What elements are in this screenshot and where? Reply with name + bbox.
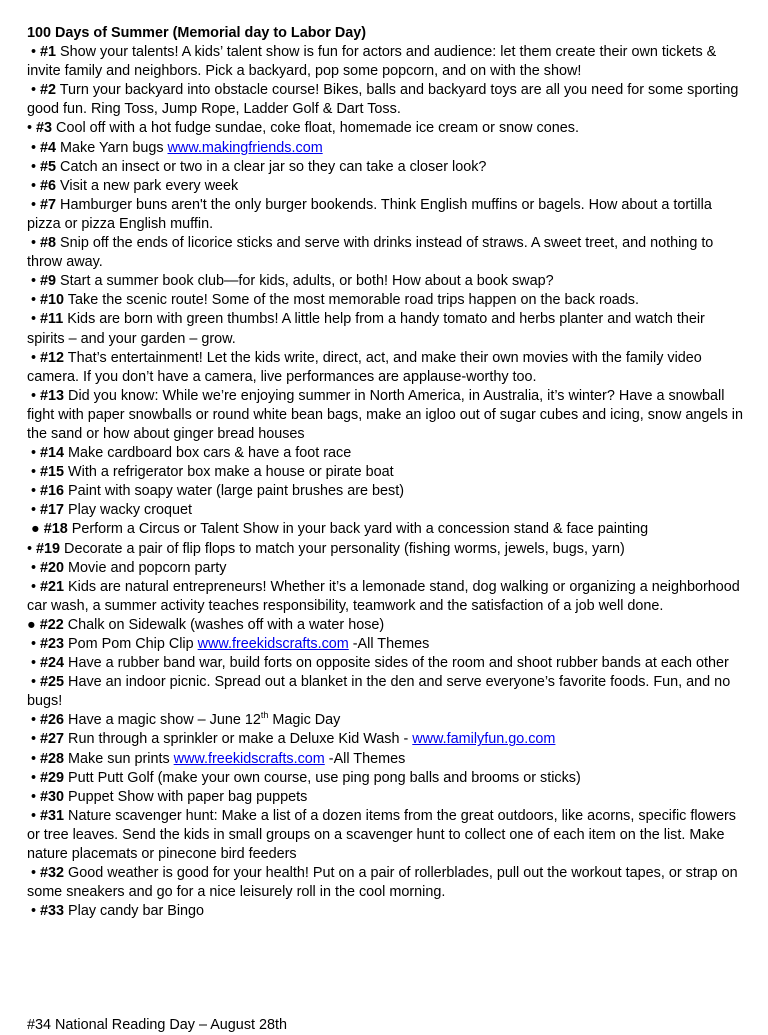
list-item: [27, 158, 743, 177]
item-number: #16: [40, 483, 65, 500]
bullet: •: [27, 578, 41, 595]
item-number: #12: [40, 349, 65, 366]
bullet: ●: [27, 616, 40, 633]
list-item: [27, 769, 743, 788]
bullet: •: [27, 120, 37, 137]
bullet: •: [27, 674, 41, 691]
list-item: [27, 272, 743, 291]
item-text: With a refrigerator box make a house or pirate boat: [64, 464, 394, 481]
list-item: [27, 310, 743, 348]
page-title: 100 Days of Summer (Memorial day to Labor Day): [27, 25, 367, 41]
item-number: #9: [40, 273, 57, 290]
bullet: •: [27, 865, 41, 882]
list-item: [27, 463, 743, 482]
list-item: [27, 730, 743, 749]
item-number: #33: [40, 903, 65, 920]
item-number: #4: [40, 139, 57, 156]
item-text: Movie and popcorn party: [64, 559, 227, 576]
item-text: Magic Day: [268, 712, 341, 729]
bullet: •: [27, 559, 41, 576]
item-number: #14: [40, 445, 65, 462]
item-number: #15: [40, 464, 65, 481]
item-text: Start a summer book club—for kids, adults, or both! How about a book swap?: [56, 273, 554, 290]
item-text: Have a magic show – June 12: [64, 712, 261, 729]
bullet: •: [27, 235, 41, 252]
bullet: •: [27, 82, 41, 99]
list-item: [27, 559, 743, 578]
bullet: •: [27, 311, 41, 328]
document-body: [27, 24, 743, 921]
item-text: Good weather is good for your health! Put on a pair of rollerblades, pull out the workout tapes, or strap on some sneakers and go for a nice leisurely roll in the cool morning.: [27, 865, 738, 901]
list-item: [27, 139, 743, 158]
list-item: [27, 196, 743, 234]
item-text: -All Themes: [324, 750, 406, 767]
item-text: Perform a Circus or Talent Show in your back yard with a concession stand & face painting: [67, 521, 649, 538]
item-text: Snip off the ends of licorice sticks and serve with drinks instead of straws. A sweet treet, and nothing to throw away.: [27, 235, 714, 271]
list-item: [27, 902, 743, 921]
item-text: Take the scenic route! Some of the most memorable road trips happen on the back roads.: [64, 292, 639, 309]
website-link[interactable]: www.freekidscrafts.com: [197, 636, 349, 652]
item-text: Turn your backyard into obstacle course! Bikes, balls and backyard toys are all you need for some sporting good fun. Ring Toss, Jump Rope, Ladder Golf & Dart Toss.: [27, 82, 739, 118]
bullet: •: [27, 502, 41, 519]
item-number: #2: [40, 82, 57, 99]
item-text: Chalk on Sidewalk (washes off with a water hose): [63, 616, 385, 633]
item-number: #18: [43, 521, 68, 538]
bullet: •: [27, 750, 41, 767]
item-text: Visit a new park every week: [56, 177, 239, 194]
website-link[interactable]: www.makingfriends.com: [167, 139, 323, 156]
item-number: #10: [40, 292, 65, 309]
item-number: #19: [36, 540, 61, 557]
bullet: •: [27, 464, 41, 481]
cutoff-line: #34 National Reading Day – August 28th: [27, 1017, 288, 1033]
list-item: [27, 750, 743, 769]
item-text: Have an indoor picnic. Spread out a blanket in the den and serve everyone’s favorite foods. Fun, and no bugs!: [27, 674, 731, 710]
item-text: Putt Putt Golf (make your own course, use ping pong balls and brooms or sticks): [64, 769, 581, 786]
bullet: •: [27, 349, 41, 366]
item-text: Did you know: While we’re enjoying summer in North America, in Australia, it’s winter? Have a snowball fight with paper snowballs or round white bean bags, make an igloo out of sugar cubes and icing, snow angels in the sand or how about ginger bread houses: [27, 387, 743, 442]
bullet: •: [27, 769, 41, 786]
list-item: [27, 444, 743, 463]
item-text: Nature scavenger hunt: Make a list of a dozen items from the great outdoors, like acorns, specific flowers or tree leaves. Send the kids in small groups on a scavenger hunt to collect one of each item on the list. Make nature placemats or pinecone bird feeders: [27, 807, 736, 863]
item-number: #1: [40, 44, 57, 61]
item-text: Paint with soapy water (large paint brushes are best): [64, 483, 405, 500]
item-text: That’s entertainment! Let the kids write, direct, act, and make their own movies with the family video camera. If you don’t have a camera, live performances are applause-worthy too.: [27, 349, 702, 385]
item-text: Hamburger buns aren't the only burger bookends. Think English muffins or bagels. How about a tortilla pizza or pizza English muffin.: [27, 196, 712, 232]
bullet: •: [27, 540, 37, 557]
item-text: Play wacky croquet: [64, 502, 193, 519]
item-number: #25: [40, 674, 65, 691]
item-number: #20: [40, 559, 65, 576]
item-number: #27: [40, 731, 65, 748]
website-link[interactable]: www.freekidscrafts.com: [173, 750, 325, 767]
item-text: Make Yarn bugs: [56, 139, 168, 156]
bullet: •: [27, 196, 41, 213]
list-item: [27, 119, 743, 138]
item-number: #29: [40, 769, 65, 786]
list-item: [27, 788, 743, 807]
item-text: Kids are born with green thumbs! A little help from a handy tomato and herbs planter and watch their spirits – and your garden – grow.: [27, 311, 705, 347]
list-item: [27, 501, 743, 520]
item-text: Have a rubber band war, build forts on opposite sides of the room and shoot rubber bands at each other: [64, 655, 729, 672]
list-item: [27, 81, 743, 119]
bullet: •: [27, 139, 41, 156]
item-text: Catch an insect or two in a clear jar so they can take a closer look?: [56, 158, 487, 175]
bullet: •: [27, 483, 41, 500]
item-text: Make cardboard box cars & have a foot race: [64, 445, 352, 462]
bullet: •: [27, 44, 41, 61]
item-number: #30: [40, 788, 65, 805]
list-item: [27, 578, 743, 616]
list-item: [27, 520, 743, 539]
bullet: •: [27, 712, 41, 729]
list-item: [27, 807, 743, 864]
bullet: ●: [27, 521, 44, 538]
ordinal-suffix: th: [260, 710, 269, 721]
website-link[interactable]: www.familyfun.go.com: [412, 731, 556, 748]
bullet: •: [27, 903, 41, 920]
list-item: [27, 864, 743, 902]
bullet: •: [27, 445, 41, 462]
list-item: [27, 349, 743, 387]
list-item: [27, 616, 743, 635]
item-number: #6: [40, 177, 57, 194]
bullet: •: [27, 387, 41, 404]
bullet: •: [27, 636, 41, 652]
list-item: [27, 291, 743, 310]
activity-list: [27, 43, 743, 921]
item-number: #32: [40, 865, 65, 882]
item-number: #26: [40, 712, 65, 729]
list-item: [27, 43, 743, 81]
item-number: #24: [40, 655, 65, 672]
item-number: #28: [40, 750, 65, 767]
item-number: #7: [40, 196, 57, 213]
list-item: [27, 654, 743, 673]
bullet: •: [27, 273, 41, 290]
item-text: Play candy bar Bingo: [64, 903, 205, 920]
list-item: [27, 234, 743, 272]
item-number: #17: [40, 502, 65, 519]
list-item: [27, 387, 743, 444]
item-text: Cool off with a hot fudge sundae, coke float, homemade ice cream or snow cones.: [52, 120, 579, 137]
item-number: #3: [36, 120, 53, 137]
bullet: •: [27, 788, 41, 805]
item-text: Decorate a pair of flip flops to match your personality (fishing worms, jewels, bugs, yarn): [60, 540, 625, 557]
item-number: #22: [39, 616, 64, 633]
list-item: [27, 540, 743, 559]
bullet: •: [27, 292, 41, 309]
item-number: #31: [40, 807, 65, 824]
list-item: [27, 635, 743, 654]
item-text: Show your talents! A kids’ talent show is fun for actors and audience: let them create their own tickets & invite family and neighbors. Pick a backyard, pop some popcorn, and on with the show!: [27, 44, 717, 80]
item-number: #23: [40, 636, 65, 652]
bullet: •: [27, 655, 41, 672]
item-number: #11: [40, 311, 64, 328]
list-item: [27, 711, 743, 730]
bullet: •: [27, 177, 41, 194]
bullet: •: [27, 158, 41, 175]
list-item: [27, 482, 743, 501]
bullet: •: [27, 807, 41, 824]
item-text: -All Themes: [348, 636, 430, 652]
item-text: Make sun prints: [64, 750, 174, 767]
list-item: [27, 177, 743, 196]
list-item: [27, 673, 743, 711]
item-text: Puppet Show with paper bag puppets: [64, 788, 308, 805]
bullet: •: [27, 731, 41, 748]
item-number: #5: [40, 158, 57, 175]
item-text: Run through a sprinkler or make a Deluxe Kid Wash -: [64, 731, 413, 748]
item-number: #13: [40, 387, 65, 404]
item-number: #21: [40, 578, 65, 595]
item-text: Kids are natural entrepreneurs! Whether it’s a lemonade stand, dog walking or organizing a neighborhood car wash, a summer activity teaches responsibility, teamwork and the satisfaction of a job well done.: [27, 578, 740, 614]
item-text: Pom Pom Chip Clip: [64, 636, 198, 652]
item-number: #8: [40, 235, 57, 252]
